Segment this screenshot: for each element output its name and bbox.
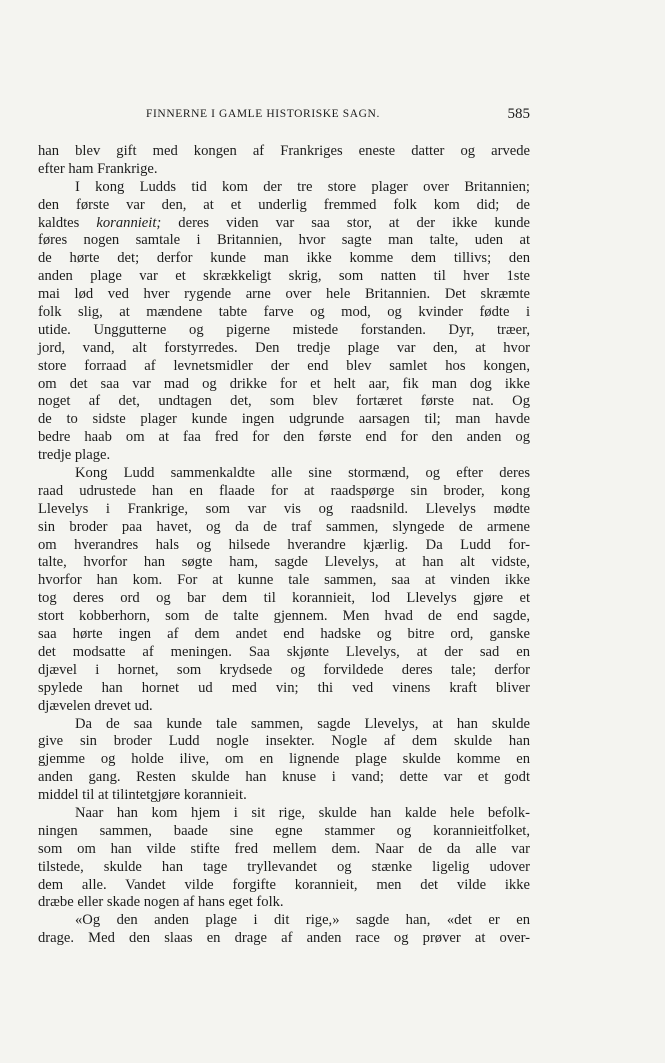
text-line: om det saa var mad og drikke for et helt aar, fik man dog ikke	[38, 375, 530, 392]
text-line: saa hørte ingen af dem andet end hadske og bitre ord, ganske	[38, 626, 530, 643]
text-line: hvorfor han kom. For at kunne tale sammen, saa at vinden ikke	[38, 572, 530, 589]
text-line: jord, vand, alt forstyrredes. Den tredje plage var den, at hvor	[38, 339, 530, 356]
text-line: sin broder paa havet, og da de traf sammen, slyngede de armene	[38, 518, 530, 535]
text-line: om hverandres hals og hilsede hverandre kjærlig. Da Ludd for-	[38, 536, 530, 553]
running-head: FINNERNE I GAMLE HISTORISKE SAGN.	[146, 108, 380, 120]
text-line: utide. Unggutterne og pigerne mistede forstanden. Dyr, træer,	[38, 321, 530, 338]
text-line: folk slig, at mændene tabte farve og mod, og kvinder fødte i	[38, 304, 530, 321]
paragraph-first-line: «Og den anden plage i dit rige,» sagde han, «det er en	[75, 912, 530, 929]
text-line-with-italic	[38, 215, 530, 233]
text-line: talte, hvorfor han søgte ham, sagde Llevelys, at han alt vidste,	[38, 554, 530, 571]
text-line: Llevelys i Frankrige, som var vis og raadsnild. Llevelys mødte	[38, 500, 530, 517]
page-header	[38, 108, 530, 128]
text-line: spylede han hornet ud med vin; thi ved vinens kraft bliver	[38, 679, 530, 696]
text-line: stort kobberhorn, som de talte gjennem. Men hvad de end sagde,	[38, 608, 530, 625]
text-line: middel til at tilintetgjøre korannieit.	[38, 787, 247, 804]
paragraph-first-line: Da de saa kunde tale sammen, sagde Llevelys, at han skulde	[75, 715, 530, 732]
text-line: ningen sammen, baade sine egne stammer og korannieitfolket,	[38, 822, 530, 839]
text-line: de hørte det; derfor kunde man ikke komme dem tillivs; den	[38, 250, 530, 267]
text-line: store forraad af levnetsmidler der end blev samlet hos kongen,	[38, 357, 530, 374]
text-line: føres nogen samtale i Britannien, hvor sagte man talte, uden at	[38, 232, 530, 249]
text-line: som om han vilde stifte fred mellem dem. Naar de da alle var	[38, 840, 530, 857]
text-line: raad udrustede han en flaade for at raadspørge sin broder, kong	[38, 482, 530, 499]
text-line: efter ham Frankrige.	[38, 160, 158, 177]
text-line: det modsatte af meningen. Saa skjønte Llevelys, at der sad en	[38, 643, 530, 660]
text-line: anden plage var et skrækkeligt skrig, som natten til hver 1ste	[38, 268, 530, 285]
text-line: tog deres ord og bar dem til korannieit, lod Llevelys gjøre et	[38, 590, 530, 607]
text-line: noget af det, undtagen det, som blev fortæret første nat. Og	[38, 393, 530, 410]
text-line: drage. Med den slaas en drage af anden race og prøver at over-	[38, 930, 530, 947]
text-line: bedre haab om at faa fred for den første end for den anden og	[38, 429, 530, 446]
text-line: gjemme og holde ilive, om en lignende plage skulde komme en	[38, 751, 530, 768]
text-line: de to sidste plager kunde ingen udgrunde aarsagen til; man havde	[38, 411, 530, 428]
paragraph-first-line: Naar han kom hjem i sit rige, skulde han kalde hele befolk-	[75, 804, 530, 821]
body-text	[38, 143, 530, 948]
text-line: dræbe eller skade nogen af hans eget folk.	[38, 894, 284, 911]
text-line: djævel i hornet, som krydsede og forvildede deres tale; derfor	[38, 661, 530, 678]
text-line: djævelen drevet ud.	[38, 697, 153, 714]
text-fragment: kaldtes korannieit; deres viden var saa stor, at der ikke kunde	[38, 214, 530, 231]
text-line: anden gang. Resten skulde han knuse i vand; dette var et godt	[38, 769, 530, 786]
text-line: tredje plage.	[38, 447, 111, 464]
text-line: mai lød ved hver rygende arne over hele Britannien. Det skræmte	[38, 286, 530, 303]
text-line: dem alle. Vandet vilde forgifte korannieit, men det vilde ikke	[38, 876, 530, 893]
text-line: give sin broder Ludd nogle insekter. Nogle af dem skulde han	[38, 733, 530, 750]
paragraph-first-line: Kong Ludd sammenkaldte alle sine stormænd, og efter deres	[75, 465, 530, 482]
paragraph-first-line: I kong Ludds tid kom der tre store plager over Britannien;	[75, 178, 530, 195]
text-line: den første var den, at et underlig fremmed folk kom did; de	[38, 196, 530, 213]
text-line: tilstede, skulde han tage tryllevandet og stænke ligelig udover	[38, 858, 530, 875]
page-number: 585	[507, 106, 530, 122]
text-line: han blev gift med kongen af Frankriges eneste datter og arvede	[38, 143, 530, 159]
